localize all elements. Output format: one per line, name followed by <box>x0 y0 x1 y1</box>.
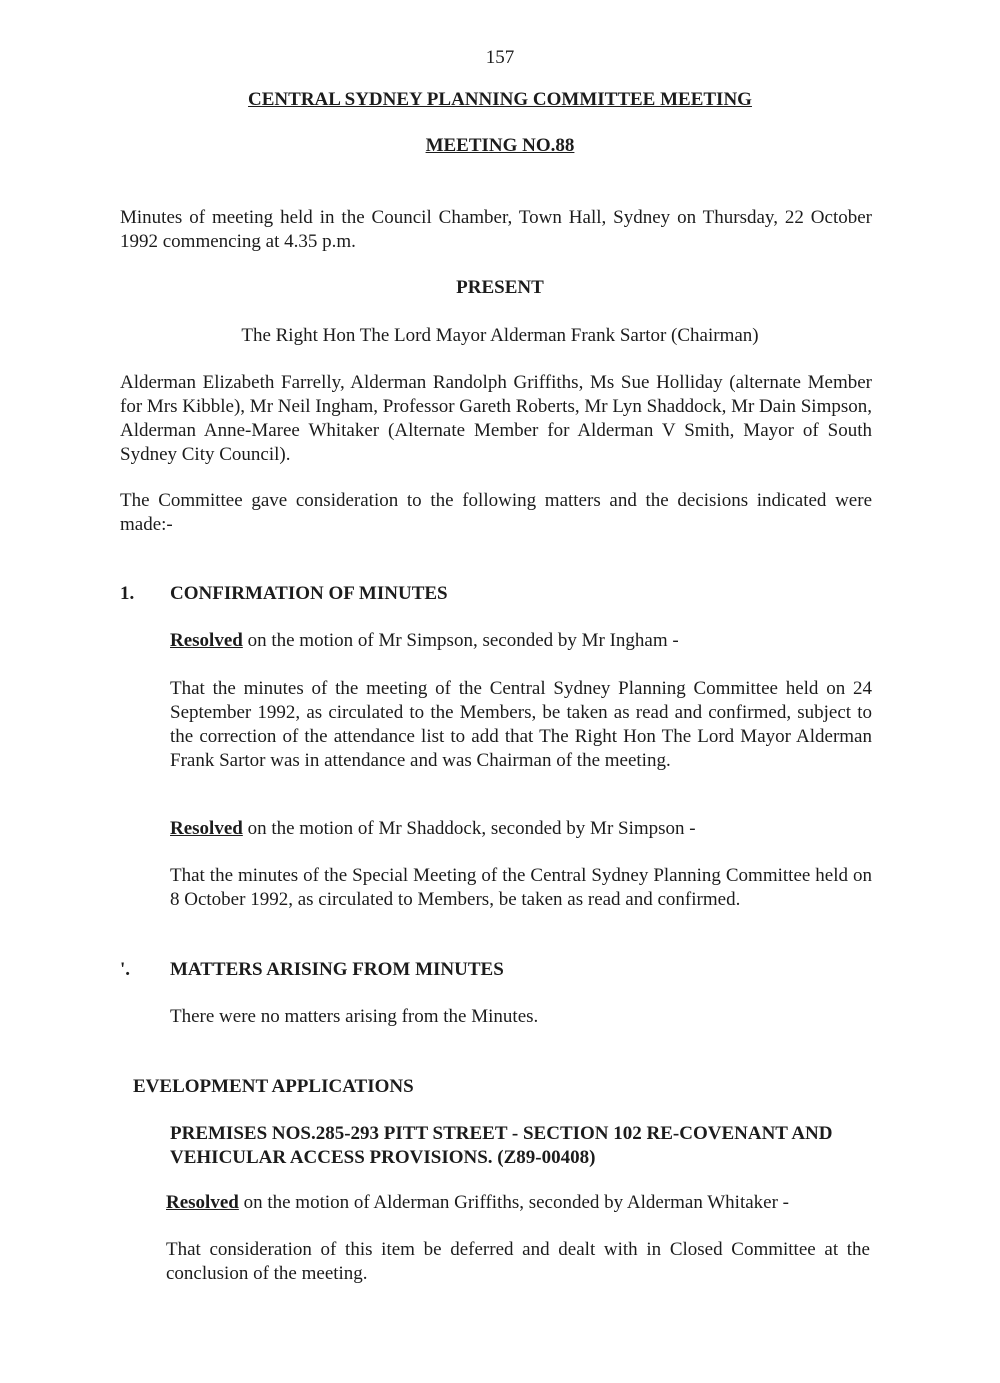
section-2-heading: MATTERS ARISING FROM MINUTES <box>170 959 504 980</box>
item-heading: PREMISES NOS.285-293 PITT STREET - SECTION 102 RE-COVENANT AND VEHICULAR ACCESS PROVISIONS. (Z89-00408) <box>170 1123 833 1168</box>
chairman-line: The Right Hon The Lord Mayor Alderman Frank Sartor (Chairman) <box>241 325 759 346</box>
resolution-text: That consideration of this item be deferred and dealt with in Closed Committee at the conclusion of the meeting. <box>166 1239 870 1284</box>
resolution-line <box>166 1191 870 1215</box>
resolved-label: Resolved <box>170 630 243 651</box>
motion-text: on the motion of Mr Shaddock, seconded by Mr Simpson - <box>242 818 696 839</box>
section-3-heading: EVELOPMENT APPLICATIONS <box>133 1076 414 1097</box>
meeting-number: MEETING NO.88 <box>425 135 575 156</box>
resolution-line <box>170 817 870 841</box>
motion-text: on the motion of Alderman Griffiths, seconded by Alderman Whitaker - <box>238 1192 790 1213</box>
consideration-paragraph: The Committee gave consideration to the following matters and the decisions indicated were made:- <box>120 490 872 535</box>
resolved-label: Resolved <box>166 1192 239 1213</box>
section-1-heading: CONFIRMATION OF MINUTES <box>170 583 448 604</box>
intro-paragraph: Minutes of meeting held in the Council Chamber, Town Hall, Sydney on Thursday, 22 October 1992 commencing at 4.35 p.m. <box>120 207 872 252</box>
document-title: CENTRAL SYDNEY PLANNING COMMITTEE MEETING <box>248 89 752 110</box>
resolution-text: That the minutes of the meeting of the Central Sydney Planning Committee held on 24 September 1992, as circulated to the Members, be taken as read and confirmed, subject to the correction of the attendance list to add that The Right Hon The Lord Mayor Alderman Frank Sartor was in attendance and was Chairman of the meeting. <box>170 678 872 771</box>
section-1-number: 1. <box>120 583 135 604</box>
page-number: 157 <box>485 47 515 68</box>
members-paragraph: Alderman Elizabeth Farrelly, Alderman Randolph Griffiths, Ms Sue Holliday (alternate Member for Mrs Kibble), Mr Neil Ingham, Professor Gareth Roberts, Mr Lyn Shaddock, Mr Dain Simpson, Alderman Anne-Maree Whitaker (Alternate Member for Alderman V Smith, Mayor of South Sydney City Council). <box>120 372 872 465</box>
section-2-text: There were no matters arising from the Minutes. <box>170 1006 539 1027</box>
resolution-line <box>170 629 870 653</box>
resolved-label: Resolved <box>170 818 243 839</box>
section-2-number: '. <box>120 959 131 980</box>
present-heading: PRESENT <box>456 277 544 298</box>
motion-text: on the motion of Mr Simpson, seconded by Mr Ingham - <box>242 630 679 651</box>
resolution-text: That the minutes of the Special Meeting of the Central Sydney Planning Committee held on 8 October 1992, as circulated to Members, be taken as read and confirmed. <box>170 865 872 910</box>
